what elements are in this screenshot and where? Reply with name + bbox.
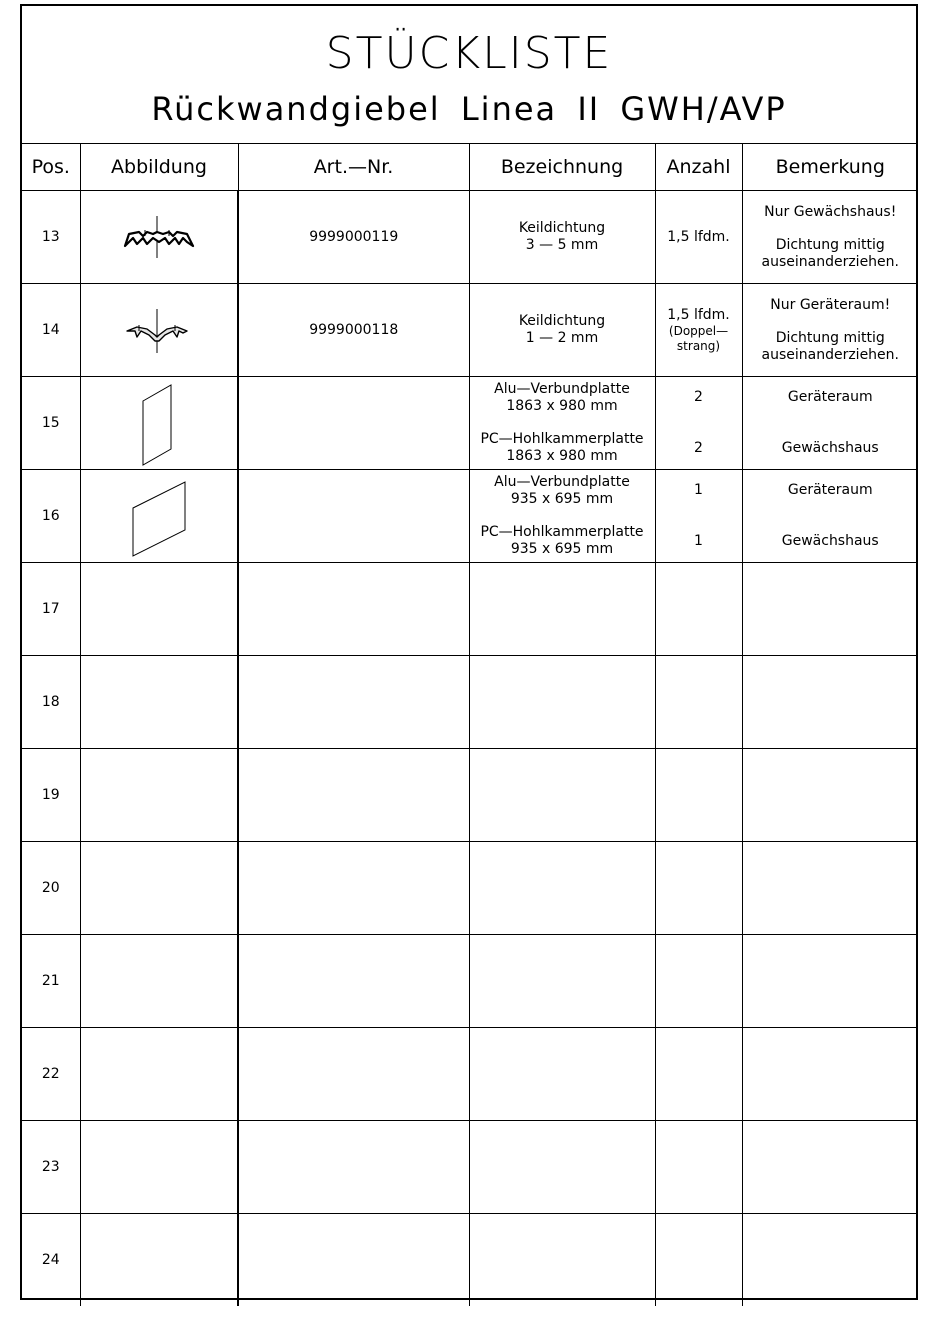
table-row — [22, 470, 918, 563]
col-header-anzahl: Anzahl — [655, 144, 742, 191]
bemerkung-line: Geräteraum — [787, 482, 873, 498]
spacer — [743, 406, 919, 440]
artnr-cell — [238, 563, 469, 656]
artnr-cell — [238, 1028, 469, 1121]
table-row — [22, 1214, 918, 1307]
col-header-bemerkung: Bemerkung — [742, 144, 918, 191]
anzahl-cell — [655, 284, 742, 377]
image-cell — [80, 377, 238, 470]
anzahl-line: 2 — [694, 440, 703, 456]
bemerkung-line: auseinanderziehen. — [761, 346, 899, 363]
bezeichnung-cell — [469, 1214, 655, 1307]
bezeichnung-line: 1 — 2 mm — [525, 330, 599, 346]
bezeichnung-line: Alu—Verbundplatte — [494, 474, 630, 490]
bemerkung-cell — [742, 563, 918, 656]
image-cell — [80, 935, 238, 1028]
page-title: STÜCKLISTE — [325, 28, 613, 79]
bemerkung-cell — [742, 470, 918, 563]
bezeichnung-line: 935 x 695 mm — [510, 541, 614, 557]
image-cell — [80, 1028, 238, 1121]
table-row — [22, 842, 918, 935]
wide-panel-icon — [119, 472, 199, 560]
image-cell — [80, 1121, 238, 1214]
bezeichnung-cell — [469, 284, 655, 377]
pos-cell: 16 — [22, 470, 80, 563]
bemerkung-cell — [742, 1214, 918, 1307]
bezeichnung-cell — [469, 377, 655, 470]
bemerkung-line: Nur Geräteraum! — [770, 296, 891, 313]
pos-cell: 19 — [22, 749, 80, 842]
table-row — [22, 377, 918, 470]
title-block — [22, 6, 916, 144]
pos-cell: 15 — [22, 377, 80, 470]
bemerkung-cell — [742, 842, 918, 935]
table-row — [22, 284, 918, 377]
bezeichnung-line: 935 x 695 mm — [510, 491, 614, 507]
wedge-seal-1-2-icon — [119, 305, 199, 355]
anzahl-line: 1,5 lfdm. — [667, 306, 730, 323]
bemerkung-line: Dichtung mittig — [775, 236, 885, 253]
bemerkung-line: Nur Gewächshaus! — [764, 203, 897, 220]
anzahl-cell — [655, 1028, 742, 1121]
table-row — [22, 1028, 918, 1121]
wedge-seal-3-5-icon — [119, 212, 199, 262]
artnr-cell: 9999000118 — [238, 284, 469, 377]
bezeichnung-cell — [469, 749, 655, 842]
bezeichnung-line: Alu—Verbundplatte — [494, 381, 630, 397]
parts-list-sheet — [20, 4, 918, 1300]
bezeichnung-cell — [469, 1028, 655, 1121]
bemerkung-cell — [742, 284, 918, 377]
bezeichnung-line: 1863 x 980 mm — [506, 448, 618, 464]
page-subtitle: Rückwandgiebel Linea II GWH/AVP — [151, 90, 787, 128]
image-cell — [80, 284, 238, 377]
table-row — [22, 563, 918, 656]
bezeichnung-cell — [469, 563, 655, 656]
pos-cell: 23 — [22, 1121, 80, 1214]
bezeichnung-line: Keildichtung — [518, 220, 606, 236]
image-cell — [80, 563, 238, 656]
bemerkung-line: Gewächshaus — [781, 533, 879, 549]
anzahl-line: 1 — [694, 533, 703, 549]
spacer — [743, 314, 919, 330]
bemerkung-cell — [742, 749, 918, 842]
image-cell — [80, 191, 238, 284]
bemerkung-line: Geräteraum — [787, 389, 873, 405]
artnr-cell — [238, 470, 469, 563]
pos-cell: 24 — [22, 1214, 80, 1307]
table-header-row — [22, 144, 918, 191]
anzahl-cell — [655, 1214, 742, 1307]
tall-panel-icon — [119, 379, 199, 467]
table-row — [22, 749, 918, 842]
anzahl-cell — [655, 935, 742, 1028]
pos-cell: 18 — [22, 656, 80, 749]
pos-cell: 14 — [22, 284, 80, 377]
image-cell — [80, 470, 238, 563]
artnr-cell: 9999000119 — [238, 191, 469, 284]
bemerkung-line: Gewächshaus — [781, 440, 879, 456]
artnr-cell — [238, 842, 469, 935]
bemerkung-cell — [742, 935, 918, 1028]
table-row — [22, 1121, 918, 1214]
bemerkung-cell — [742, 656, 918, 749]
col-header-pos: Pos. — [22, 144, 80, 191]
anzahl-cell — [655, 842, 742, 935]
bemerkung-cell — [742, 1121, 918, 1214]
anzahl-cell: 1,5 lfdm. — [655, 191, 742, 284]
table-row — [22, 935, 918, 1028]
col-header-artnr: Art.—Nr. — [238, 144, 469, 191]
anzahl-cell — [655, 470, 742, 563]
bezeichnung-cell — [469, 842, 655, 935]
bezeichnung-line: 3 — 5 mm — [525, 237, 599, 253]
anzahl-cell — [655, 563, 742, 656]
anzahl-cell — [655, 377, 742, 470]
pos-cell: 21 — [22, 935, 80, 1028]
artnr-cell — [238, 656, 469, 749]
spacer — [743, 221, 919, 237]
pos-cell: 17 — [22, 563, 80, 656]
bezeichnung-cell — [469, 191, 655, 284]
col-header-bezeichnung: Bezeichnung — [469, 144, 655, 191]
spacer — [470, 508, 655, 524]
bezeichnung-line: PC—Hohlkammerplatte — [480, 524, 644, 540]
bezeichnung-cell — [469, 470, 655, 563]
bemerkung-line: auseinanderziehen. — [761, 253, 899, 270]
bemerkung-line: Dichtung mittig — [775, 329, 885, 346]
image-cell — [80, 842, 238, 935]
spacer — [470, 415, 655, 431]
bezeichnung-cell — [469, 656, 655, 749]
bemerkung-cell — [742, 1028, 918, 1121]
anzahl-line: 1 — [694, 482, 703, 498]
image-cell — [80, 656, 238, 749]
table-row — [22, 191, 918, 284]
bezeichnung-line: PC—Hohlkammerplatte — [480, 431, 644, 447]
anzahl-line: (Doppel— — [668, 323, 729, 338]
anzahl-line: 2 — [694, 389, 703, 405]
bezeichnung-line: Keildichtung — [518, 313, 606, 329]
anzahl-cell — [655, 656, 742, 749]
spacer — [743, 499, 919, 533]
parts-table — [22, 143, 918, 1306]
artnr-cell — [238, 1121, 469, 1214]
bezeichnung-cell — [469, 1121, 655, 1214]
bemerkung-cell — [742, 191, 918, 284]
artnr-cell — [238, 377, 469, 470]
bezeichnung-cell — [469, 935, 655, 1028]
bezeichnung-line: 1863 x 980 mm — [506, 398, 618, 414]
table-row — [22, 656, 918, 749]
image-cell — [80, 749, 238, 842]
pos-cell: 13 — [22, 191, 80, 284]
spacer — [656, 499, 742, 533]
anzahl-cell — [655, 1121, 742, 1214]
artnr-cell — [238, 1214, 469, 1307]
col-header-abbildung: Abbildung — [80, 144, 238, 191]
pos-cell: 20 — [22, 842, 80, 935]
spacer — [656, 406, 742, 440]
artnr-cell — [238, 749, 469, 842]
image-cell — [80, 1214, 238, 1307]
anzahl-cell — [655, 749, 742, 842]
anzahl-line: strang) — [676, 338, 721, 353]
pos-cell: 22 — [22, 1028, 80, 1121]
artnr-cell — [238, 935, 469, 1028]
bemerkung-cell — [742, 377, 918, 470]
